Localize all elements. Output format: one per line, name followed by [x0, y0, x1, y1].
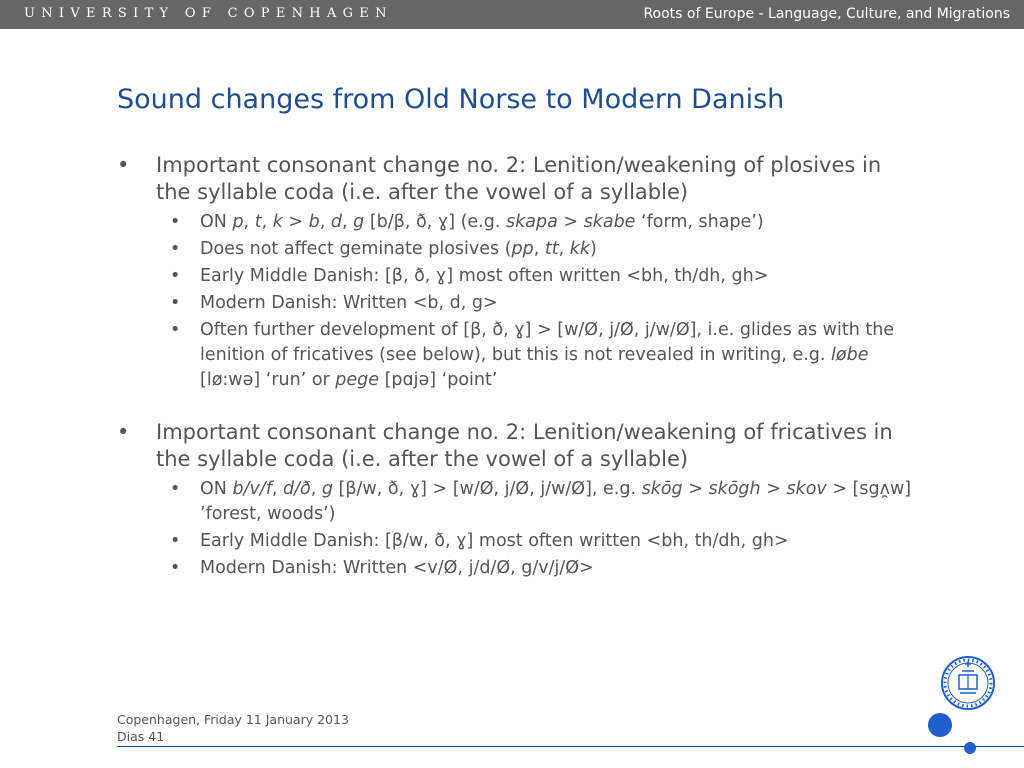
section-heading: Important consonant change no. 2: Lenition/weakening of plosives in the syllable coda (i.e. after the vowel of a syllable)	[156, 153, 882, 204]
bullet-icon: •	[170, 479, 181, 499]
slide-footer	[117, 711, 349, 745]
section-fricatives	[117, 419, 917, 581]
bullet-level2	[117, 291, 917, 316]
section-heading: Important consonant change no. 2: Lenition/weakening of fricatives in the syllable coda (i.e. after the vowel of a syllable)	[156, 420, 893, 471]
slide-number: Dias 41	[117, 729, 165, 744]
bullet-text: Modern Danish: Written <v/Ø, j/d/Ø, g/v/j/Ø>	[200, 558, 594, 578]
university-name: UNIVERSITY OF COPENHAGEN	[24, 6, 393, 21]
course-title: Roots of Europe - Language, Culture, and Migrations	[643, 6, 1010, 22]
bullet-icon: •	[170, 293, 181, 313]
bullet-text: Early Middle Danish: [β/w, ð, ɣ] most often written <bh, th/dh, gh>	[200, 531, 789, 551]
footer-date: Copenhagen, Friday 11 January 2013	[117, 712, 349, 727]
bullet-text: Does not affect geminate plosives (pp, tt, kk)	[200, 239, 597, 259]
section-plosives	[117, 152, 917, 393]
bullet-icon: •	[170, 212, 181, 232]
bullet-text: ON b/v/f, d/ð, g [β/w, ð, ɣ] > [w/Ø, j/Ø, j/w/Ø], e.g. skōg > skōgh > skov > [sgʌ̯w] ’forest, woods’)	[200, 479, 912, 524]
footer-divider	[117, 746, 1024, 747]
bullet-level2	[117, 556, 917, 581]
bullet-text: Often further development of [β, ð, ɣ] > [w/Ø, j/Ø, j/w/Ø], i.e. glides as with the lenition of fricatives (see below), but this is not revealed in writing, e.g. løbe [lø:wə] ‘run’ or pege [pɑjə] ‘point’	[200, 320, 895, 390]
bullet-icon: •	[170, 266, 181, 286]
bullet-text: ON p, t, k > b, d, g [b/β, ð, ɣ] (e.g. skapa > skabe ‘form, shape’)	[200, 212, 764, 232]
bullet-level2	[117, 477, 917, 527]
header-bar	[0, 0, 1024, 29]
bullet-icon: •	[117, 420, 130, 444]
university-seal-icon	[938, 631, 998, 711]
bullet-level1	[117, 152, 917, 206]
bullet-level2	[117, 210, 917, 235]
decorative-dot-small	[964, 742, 976, 754]
bullet-level2	[117, 264, 917, 289]
bullet-icon: •	[170, 239, 181, 259]
bullet-icon: •	[117, 153, 130, 177]
bullet-level1	[117, 419, 917, 473]
bullet-icon: •	[170, 531, 181, 551]
bullet-text: Modern Danish: Written <b, d, g>	[200, 293, 498, 313]
slide-content	[117, 152, 917, 607]
bullet-level2	[117, 318, 917, 393]
bullet-text: Early Middle Danish: [β, ð, ɣ] most often written <bh, th/dh, gh>	[200, 266, 769, 286]
bullet-level2	[117, 529, 917, 554]
bullet-icon: •	[170, 320, 181, 340]
decorative-dot-large	[928, 713, 952, 737]
bullet-level2	[117, 237, 917, 262]
bullet-icon: •	[170, 558, 181, 578]
slide-title: Sound changes from Old Norse to Modern Danish	[117, 84, 785, 115]
